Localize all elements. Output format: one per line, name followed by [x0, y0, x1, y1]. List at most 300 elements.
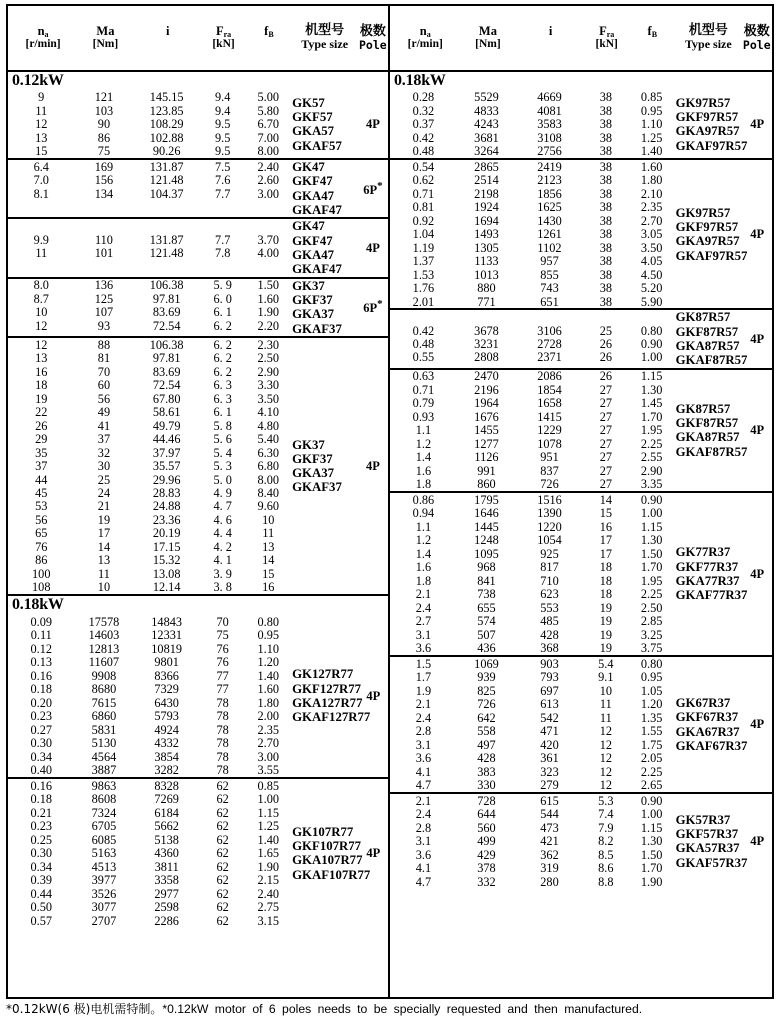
- pole-label: 4P: [750, 833, 765, 848]
- cell-fra: 38: [599, 254, 612, 269]
- cell-ma: 12813: [88, 641, 120, 656]
- header-cell-na: [10, 25, 76, 51]
- cell-na: 16: [35, 364, 48, 379]
- cell-i: 1390: [537, 506, 562, 521]
- cell-i: 957: [540, 254, 559, 269]
- cell-ma: 7615: [91, 695, 117, 710]
- header-unit-fb: [629, 38, 675, 50]
- cell-ma: 2808: [474, 350, 499, 365]
- pole-label: 4P: [365, 240, 380, 255]
- cell-ma: 3681: [474, 130, 499, 145]
- cell-ma: 3526: [91, 886, 117, 901]
- cell-na: 1.7: [415, 670, 432, 685]
- cell-ma: 24: [97, 485, 111, 500]
- cell-i: 651: [540, 294, 559, 309]
- cell-ma: 5130: [91, 736, 117, 751]
- cell-fb: 9.60: [257, 499, 280, 514]
- cell-fb: 1.00: [640, 807, 663, 822]
- cell-fra: 26: [599, 369, 612, 384]
- table-row: [390, 464, 675, 477]
- cell-fra: 6. 2: [213, 337, 232, 352]
- cell-fra: 12: [599, 764, 612, 779]
- type-size-label: GKAF97R57: [675, 248, 748, 263]
- table-row: [8, 820, 291, 833]
- cell-fb: 1.70: [640, 560, 663, 575]
- cell-na: 12: [35, 318, 48, 333]
- type-size-label: GKAF37: [292, 321, 342, 336]
- type-and-pole: [291, 160, 388, 217]
- table-row: [390, 493, 675, 506]
- cell-na: 35: [35, 445, 48, 460]
- type-size-label: GKA97R57: [675, 124, 740, 139]
- power-rating-heading: 0.18kW: [394, 71, 446, 89]
- cell-ma: 3231: [474, 337, 499, 351]
- table-row: [8, 846, 291, 859]
- cell-ma: [75, 201, 134, 214]
- type-size-label: GKF37: [292, 451, 333, 466]
- cell-fra: 5. 4: [213, 445, 232, 460]
- type-size-label: GKA47: [292, 248, 335, 263]
- cell-fb: 2.35: [640, 200, 663, 215]
- cell-i: 613: [540, 697, 559, 712]
- cell-ma: 726: [477, 697, 496, 712]
- cell-fra: 15: [599, 506, 612, 521]
- cell-fb: 2.40: [257, 159, 280, 174]
- cell-ma: 9908: [91, 668, 117, 683]
- cell-i: 28.83: [152, 485, 181, 500]
- cell-ma: 2470: [474, 369, 499, 384]
- cell-ma: 93: [97, 318, 111, 333]
- type-size-label: GK87R57: [675, 310, 731, 325]
- cell-na: 0.39: [30, 873, 53, 888]
- table-row: [8, 793, 291, 806]
- type-and-pole: [675, 493, 772, 655]
- cell-fb: 10: [262, 512, 275, 527]
- cell-i: [516, 310, 583, 323]
- header-unit-fb: [246, 38, 291, 50]
- cell-i: 58.61: [152, 405, 181, 420]
- right-panel: [390, 6, 772, 997]
- table-row: [8, 656, 291, 669]
- header-symbol-fra: $F_{ra}$: [215, 23, 232, 39]
- cell-na: 2.8: [415, 820, 432, 835]
- cell-ma: 429: [477, 847, 496, 862]
- header-unit-ma: [Nm]: [92, 38, 119, 51]
- table-row: [8, 91, 291, 104]
- cell-fb: 1.50: [640, 847, 663, 862]
- table-row: [8, 118, 291, 131]
- cell-i: 104.37: [149, 186, 184, 201]
- cell-i: 1261: [537, 227, 562, 242]
- cell-na: [8, 201, 75, 214]
- cell-i: 421: [540, 834, 559, 849]
- cell-ma: 1694: [474, 213, 499, 228]
- cell-fra: 75: [216, 628, 229, 643]
- pole-label: 4P: [750, 331, 765, 346]
- cell-fb: 1.10: [257, 641, 280, 656]
- cell-i: 131.87: [149, 159, 184, 174]
- spec-block: [390, 310, 772, 369]
- cell-i: 44.46: [152, 432, 181, 447]
- header-symbol-i: i: [548, 23, 553, 38]
- cell-fb: [245, 201, 291, 214]
- cell-i: 20.19: [152, 526, 181, 541]
- cell-i: 1658: [537, 396, 562, 411]
- table-row: [8, 352, 291, 365]
- cell-fb: 2.10: [640, 186, 663, 201]
- numeric-columns: [8, 615, 291, 777]
- numeric-columns: [390, 160, 675, 308]
- cell-i: [133, 219, 200, 232]
- cell-i: 280: [540, 874, 559, 889]
- cell-fb: 1.25: [640, 130, 663, 145]
- type-size-list: [291, 438, 358, 495]
- cell-na: 1.2: [415, 533, 432, 548]
- cell-fb: 1.80: [640, 173, 663, 188]
- cell-i: 102.88: [149, 130, 184, 145]
- cell-na: 0.25: [30, 832, 53, 847]
- cell-na: 0.81: [412, 200, 435, 215]
- cell-i: 553: [540, 600, 559, 615]
- cell-fb: 1.10: [640, 117, 663, 132]
- type-size-list: [675, 205, 748, 263]
- cell-fra: 9.5: [215, 130, 231, 145]
- cell-fb: 0.90: [640, 793, 663, 808]
- cell-na: 0.48: [412, 337, 435, 351]
- cell-fra: 27: [599, 423, 612, 438]
- type-size-label: GKAF47: [292, 203, 342, 218]
- cell-na: 0.93: [412, 409, 435, 424]
- cell-fra: 12: [599, 751, 612, 766]
- cell-i: 485: [540, 614, 559, 629]
- type-size-label: GKA57R37: [675, 841, 740, 856]
- table-row: [8, 750, 291, 763]
- cell-ma: 825: [477, 683, 496, 698]
- cell-ma: 2514: [474, 173, 499, 188]
- cell-fra: 38: [599, 186, 612, 201]
- cell-fra: 78: [216, 749, 229, 764]
- cell-na: 0.16: [30, 778, 53, 793]
- cell-fb: 1.00: [640, 506, 663, 521]
- table-row: [390, 738, 675, 751]
- cell-fb: 1.15: [257, 805, 280, 820]
- cell-fra: 70: [216, 614, 229, 629]
- cell-i: 83.69: [152, 305, 181, 320]
- table-row: [390, 765, 675, 778]
- cell-i: 4081: [537, 103, 562, 118]
- cell-fb: 3.35: [640, 477, 663, 492]
- table-row: [8, 392, 291, 405]
- cell-fra: 6. 1: [213, 305, 232, 320]
- cell-fra: 8.5: [598, 847, 614, 862]
- cell-ma: 1095: [474, 546, 499, 561]
- cell-fra: 7.4: [598, 807, 614, 822]
- footnote: [6, 1002, 774, 1017]
- table-row: [390, 684, 675, 697]
- cell-ma: 41: [97, 418, 111, 433]
- cell-na: 1.5: [415, 656, 432, 671]
- cell-fb: [245, 219, 291, 232]
- cell-na: 0.42: [412, 323, 435, 338]
- cell-fra: 9.4: [215, 103, 231, 118]
- table-row: [390, 160, 675, 173]
- cell-na: 0.42: [412, 130, 435, 145]
- cell-fb: 1.50: [257, 278, 280, 293]
- spec-block-inner: [8, 779, 388, 927]
- cell-na: 100: [32, 566, 51, 581]
- cell-fb: 2.60: [257, 173, 280, 188]
- cell-i: 35.57: [152, 459, 181, 474]
- cell-na: 3.6: [415, 641, 432, 656]
- spec-block-inner: [8, 615, 388, 777]
- cell-ma: 30: [97, 459, 111, 474]
- cell-fb: 2.15: [257, 873, 280, 888]
- cell-i: 1415: [537, 409, 562, 424]
- cell-i: 13.08: [152, 566, 181, 581]
- type-size-label: GKA37: [292, 307, 335, 322]
- spec-block: [390, 370, 772, 493]
- cell-fra: 38: [599, 227, 612, 242]
- table-row: [390, 588, 675, 601]
- header-symbol-type: 机型号: [688, 23, 728, 39]
- cell-ma: 1493: [474, 227, 499, 242]
- cell-na: 4.7: [415, 778, 432, 793]
- left-table-header: [8, 6, 388, 72]
- cell-ma: 655: [477, 600, 496, 615]
- cell-na: 0.92: [412, 213, 435, 228]
- cell-fb: 1.70: [640, 409, 663, 424]
- type-size-label: GKF77R37: [675, 559, 739, 574]
- type-and-pole: [291, 779, 388, 927]
- cell-fra: 12: [599, 724, 612, 739]
- cell-na: 2.1: [415, 587, 432, 602]
- cell-na: 0.48: [412, 144, 435, 159]
- cell-fb: [245, 260, 291, 273]
- cell-fra: 38: [599, 144, 612, 159]
- type-and-pole: [291, 279, 388, 336]
- cell-fra: [200, 219, 246, 232]
- spec-block-inner: [8, 338, 388, 594]
- cell-ma: 5163: [91, 846, 117, 861]
- cell-fb: 2.25: [640, 436, 663, 451]
- cell-na: 1.4: [415, 450, 432, 465]
- cell-ma: 3077: [91, 900, 117, 915]
- cell-fb: 2.30: [257, 337, 280, 352]
- spec-block-inner: [390, 657, 772, 792]
- cell-i: 3583: [537, 117, 562, 132]
- cell-na: 26: [35, 418, 48, 433]
- cell-fb: 1.30: [640, 533, 663, 548]
- numeric-columns: [8, 91, 291, 158]
- table-row: [390, 835, 675, 848]
- table-row: [390, 574, 675, 587]
- cell-fb: 1.20: [257, 655, 280, 670]
- table-row: [8, 131, 291, 144]
- cell-na: 6.4: [33, 159, 49, 174]
- cell-fra: 16: [599, 519, 612, 534]
- cell-i: 145.15: [149, 90, 184, 105]
- cell-fb: 1.45: [640, 396, 663, 411]
- cell-ma: 17: [97, 526, 111, 541]
- type-size-label: GK67R37: [675, 695, 731, 710]
- table-row: [390, 752, 675, 765]
- type-size-label: GKAF57: [292, 138, 342, 153]
- table-row: [8, 567, 291, 580]
- cell-ma: 560: [477, 820, 496, 835]
- cell-i: 90.26: [152, 144, 181, 159]
- type-size-label: GKAF57R37: [675, 855, 748, 870]
- cell-ma: 2196: [474, 382, 499, 397]
- table-row: [8, 419, 291, 432]
- cell-na: 45: [35, 485, 48, 500]
- header-unit-type: Type size: [684, 37, 732, 52]
- cell-na: 18: [35, 378, 48, 393]
- cell-fra: 11: [599, 697, 612, 712]
- cell-na: 0.28: [412, 90, 435, 105]
- cell-i: 83.69: [152, 364, 181, 379]
- numeric-columns: [390, 310, 675, 367]
- cell-fra: 38: [599, 159, 612, 174]
- type-size-label: GKAF87R57: [675, 444, 748, 459]
- cell-na: 0.12: [30, 641, 53, 656]
- numeric-columns: [390, 91, 675, 158]
- cell-i: 697: [540, 683, 559, 698]
- type-size-list: [675, 545, 748, 603]
- cell-fra: 62: [216, 873, 229, 888]
- cell-ma: 383: [477, 764, 496, 779]
- cell-fb: 0.95: [640, 103, 663, 118]
- cell-i: 5793: [154, 709, 179, 724]
- cell-fb: 1.40: [640, 144, 663, 159]
- cell-na: 0.21: [30, 805, 53, 820]
- numeric-columns: [8, 338, 291, 594]
- cell-ma: 125: [94, 291, 114, 306]
- table-row: [390, 561, 675, 574]
- cell-fb: 1.70: [640, 861, 663, 876]
- table-row: [390, 91, 675, 104]
- cell-ma: 156: [94, 173, 114, 188]
- pole-label: 4P: [750, 226, 765, 241]
- type-size-label: GKA87R57: [675, 430, 740, 445]
- table-row: [8, 669, 291, 682]
- cell-ma: 37: [97, 432, 111, 447]
- cell-fra: 27: [599, 463, 612, 478]
- cell-na: 0.54: [412, 159, 435, 174]
- table-row: [390, 451, 675, 464]
- cell-fb: 0.90: [640, 492, 663, 507]
- pole-label: 6P*: [363, 179, 383, 197]
- cell-fb: 1.40: [257, 832, 280, 847]
- table-row: [390, 862, 675, 875]
- table-row: [390, 410, 675, 423]
- header-row-right: [392, 24, 772, 51]
- cell-na: 8.0: [33, 278, 49, 293]
- cell-fra: 62: [216, 859, 229, 874]
- cell-na: 2.4: [415, 600, 432, 615]
- spec-block-inner: [8, 160, 388, 217]
- pole-label: 4P: [750, 566, 765, 581]
- cell-fra: 6. 3: [213, 391, 232, 406]
- cell-fra: 62: [216, 792, 229, 807]
- type-and-pole: [675, 160, 772, 308]
- cell-fb: 1.90: [640, 874, 663, 889]
- header-cell-i: [517, 25, 584, 51]
- cell-ma: 8680: [91, 682, 117, 697]
- cell-fb: 1.60: [640, 159, 663, 174]
- cell-fb: 3.15: [257, 913, 280, 928]
- cell-na: 1.8: [415, 573, 432, 588]
- cell-na: 1.37: [412, 254, 435, 269]
- cell-na: 0.94: [412, 506, 435, 521]
- cell-ma: 860: [477, 477, 496, 492]
- type-and-pole: [675, 794, 772, 888]
- cell-fb: 8.40: [257, 485, 280, 500]
- cell-ma: 81: [97, 351, 111, 366]
- table-row: [390, 324, 675, 337]
- cell-fra: 6. 1: [213, 405, 232, 420]
- cell-i: 837: [540, 463, 559, 478]
- cell-na: 1.1: [415, 519, 432, 534]
- cell-fb: 0.85: [257, 778, 280, 793]
- cell-fra: [583, 310, 629, 323]
- cell-fra: 26: [599, 337, 612, 351]
- cell-na: 0.79: [412, 396, 435, 411]
- cell-fb: 2.90: [257, 364, 280, 379]
- cell-ma: 642: [477, 710, 496, 725]
- table-row: [8, 219, 291, 232]
- table-row: [8, 629, 291, 642]
- table-row: [8, 160, 291, 173]
- pole-label: 4P: [750, 116, 765, 131]
- cell-fra: 18: [599, 560, 612, 575]
- cell-fra: 12: [599, 737, 612, 752]
- cell-i: 2371: [537, 350, 562, 365]
- cell-fra: 6. 2: [213, 318, 232, 333]
- cell-i: 793: [540, 670, 559, 685]
- type-size-label: GKA57: [292, 124, 335, 139]
- cell-fra: 7.9: [598, 820, 614, 835]
- type-size-label: GK57: [292, 95, 325, 110]
- cell-fra: 9.5: [215, 144, 231, 159]
- cell-fb: 1.15: [640, 369, 663, 384]
- cell-fra: 77: [216, 682, 229, 697]
- cell-fra: 38: [599, 240, 612, 255]
- cell-fra: [200, 260, 246, 273]
- cell-fb: 1.55: [640, 724, 663, 739]
- cell-i: 2728: [537, 337, 562, 351]
- table-row: [390, 794, 675, 807]
- type-size-label: GKA67R37: [675, 724, 740, 739]
- table-row: [390, 547, 675, 560]
- cell-i: 121.48: [149, 246, 184, 260]
- table-row: [390, 601, 675, 614]
- table-row: [390, 507, 675, 520]
- header-subscript-fra: ra: [223, 29, 232, 39]
- cell-i: 362: [540, 847, 559, 862]
- spec-block-inner: [8, 91, 388, 158]
- cell-fra: 27: [599, 436, 612, 451]
- cell-i: 24.88: [152, 499, 181, 514]
- cell-fra: 62: [216, 913, 229, 928]
- table-row: [390, 370, 675, 383]
- cell-fra: 27: [599, 450, 612, 465]
- header-cell-type: [292, 24, 358, 51]
- cell-fb: 1.80: [257, 695, 280, 710]
- type-size-label: GKF127R77: [292, 681, 362, 696]
- type-size-label: GKF97R57: [675, 110, 739, 125]
- right-table-body: [390, 72, 772, 997]
- cell-ma: 121: [94, 90, 114, 105]
